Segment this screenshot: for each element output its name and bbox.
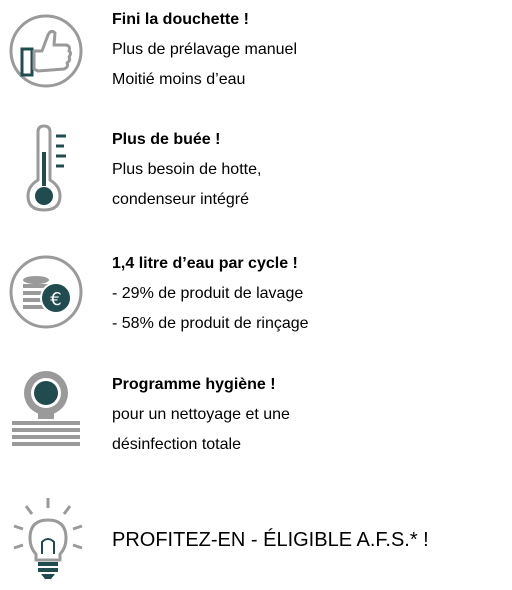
feature-text: [112, 254, 502, 334]
feature-line: pour un nettoyage et une: [112, 406, 290, 423]
feature-line: désinfection totale: [112, 436, 241, 453]
lightbulb-icon: [8, 496, 88, 580]
feature-title: Fini la douchette !: [112, 11, 249, 28]
feature-line: Plus besoin de hotte,: [112, 161, 262, 178]
feature-line: condenseur intégré: [112, 191, 249, 208]
feature-text: [112, 375, 502, 455]
cta-text: PROFITEZ-EN - ÉLIGIBLE A.F.S.* !: [112, 529, 429, 551]
svg-text:€: €: [50, 289, 62, 310]
feature-text: [112, 130, 502, 210]
feature-text: [112, 10, 502, 90]
coins-euro-icon: [8, 254, 84, 330]
thermometer-icon: [8, 124, 84, 200]
feature-line: Moitié moins d’eau: [112, 71, 246, 88]
plates-stack-icon: [8, 367, 84, 443]
thumbs-up-icon: [8, 13, 84, 89]
feature-title: 1,4 litre d’eau par cycle !: [112, 255, 298, 272]
feature-title: Programme hygiène !: [112, 376, 276, 393]
feature-line: Plus de prélavage manuel: [112, 41, 298, 58]
feature-line: - 29% de produit de lavage: [112, 285, 304, 302]
feature-title: Plus de buée !: [112, 131, 221, 148]
feature-line: - 58% de produit de rinçage: [112, 315, 309, 332]
